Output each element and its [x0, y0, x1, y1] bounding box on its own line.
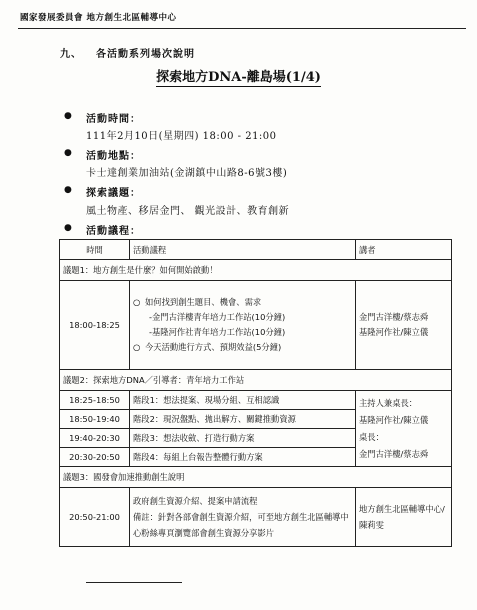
bullet-icon: ● [64, 223, 72, 233]
section-text: 各活動系列場次說明 [96, 49, 195, 60]
item-topics-label: 探索議題： [86, 188, 141, 199]
block3-program [130, 488, 356, 547]
item-time-label: 活動時間： [86, 114, 141, 125]
table-section-row [60, 370, 452, 391]
block2-program: 階段4：每組上台報告整體行動方案 [130, 448, 356, 467]
table-row [60, 391, 452, 410]
list-item: ○ 如何找到創生題目、機會、需求 [133, 295, 352, 310]
item-time-value: 111年2月10日(星期四) 18:00 - 21:00 [86, 131, 277, 142]
item-topics-value: 風土物產、移居金門、 觀光設計、教育創新 [86, 206, 290, 217]
speaker-name: 金門古洋樓/蔡志舜 [359, 448, 429, 459]
document-title [0, 66, 477, 85]
table-row [60, 488, 452, 547]
bullet-icon: ● [64, 148, 72, 158]
block2-time: 18:50-19:40 [60, 410, 130, 429]
page-header: 國家發展委員會 地方創生北區輔導中心 [20, 13, 177, 23]
block2-time: 18:25-18:50 [60, 391, 130, 410]
item-agenda-label: 活動議程： [86, 226, 141, 237]
block2-program: 階段1：想法提案、現場分組、互相認識 [130, 391, 356, 410]
bullet-icon: ● [64, 111, 72, 121]
list-item: -金門古洋樓青年培力工作站(10分鐘) [149, 312, 286, 322]
list-item: 政府創生資源介紹、提案申請流程 [133, 496, 258, 506]
block1-program [130, 281, 356, 370]
block2-program: 階段2：現況盤點、拋出解方、關鍵推動資源 [130, 410, 356, 429]
header-program: 活動議程 [130, 240, 356, 260]
block1-speakers [356, 281, 452, 370]
table-section-row [60, 467, 452, 488]
header-speaker: 講者 [356, 240, 452, 260]
footnote-divider [86, 582, 182, 583]
agenda-table [59, 239, 452, 547]
circle-bullet-icon: ○ [133, 342, 141, 352]
block3-time: 20:50-21:00 [60, 488, 130, 547]
speaker-name: 基隆河作社/陳立儀 [359, 327, 429, 337]
speaker-name: 基隆河作社/陳立儀 [359, 414, 429, 425]
block3-speaker: 地方創生北區輔導中心/陳莉雯 [356, 488, 452, 547]
speaker-name: 金門古洋樓/蔡志舜 [359, 312, 429, 322]
block2-time: 19:40-20:30 [60, 429, 130, 448]
list-item: ○ 今天活動進行方式、預期效益(5分鐘) [133, 340, 352, 355]
list-item: -基隆河作社青年培力工作站(10分鐘) [149, 327, 286, 337]
title-text: 探索地方DNA-離島場(1/4) [156, 70, 321, 85]
table-header-row [60, 240, 452, 260]
section2-title: 議題2：探索地方DNA／引導者：青年培力工作站 [60, 370, 452, 391]
header-divider [18, 28, 466, 29]
block1-time: 18:00-18:25 [60, 281, 130, 370]
speaker-role: 主持人兼桌長： [359, 397, 418, 408]
block2-speakers [356, 391, 452, 467]
item-location-value: 卡士達創業加油站(金湖鎮中山路8-6號3樓) [86, 168, 288, 179]
item-location-label: 活動地點： [86, 151, 141, 162]
speaker-role: 桌長： [359, 431, 384, 442]
block2-program: 階段3：想法收斂、打造行動方案 [130, 429, 356, 448]
section1-title: 議題1：地方創生是什麼？如何開始啟動！ [60, 260, 452, 281]
bullet-icon: ● [64, 185, 72, 195]
list-item: 備註：針對各部會創生資源介紹，可至地方創生北區輔導中心粉絲專頁瀏覽部會創生資源分享影片 [133, 512, 349, 538]
table-section-row [60, 260, 452, 281]
table-row [60, 281, 452, 370]
section3-title: 議題3：國發會加速推動創生說明 [60, 467, 452, 488]
section-heading [60, 45, 195, 60]
section-number: 九、 [60, 49, 82, 60]
block2-time: 20:30-20:50 [60, 448, 130, 467]
header-time: 時間 [60, 240, 130, 260]
circle-bullet-icon: ○ [133, 297, 141, 307]
